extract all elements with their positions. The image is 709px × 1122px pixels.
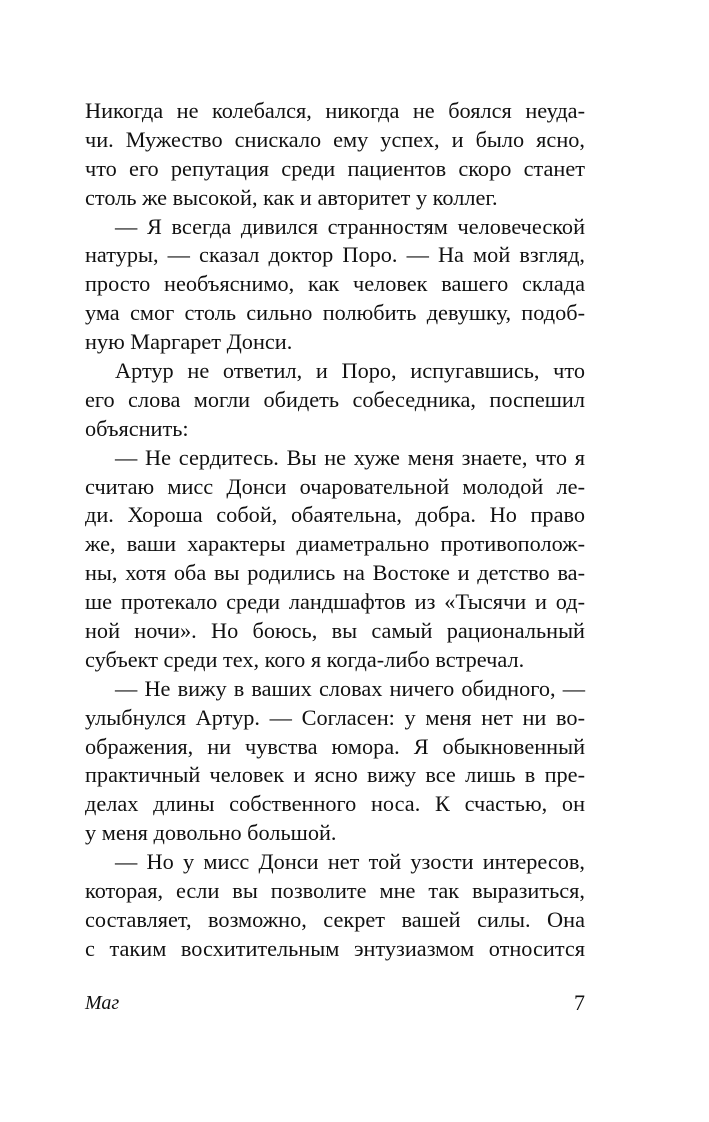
text-line: считаю мисс Донси очаровательной молодой ле- [85, 473, 585, 499]
page-number: 7 [574, 990, 585, 1015]
paragraph [85, 213, 585, 357]
text-line: ше протекало среди ландшафтов из «Тысячи и од- [85, 589, 585, 615]
text-line: у меня довольно большой. [85, 820, 337, 846]
text-line: Артур не ответил, и Поро, испугавшись, что [115, 358, 585, 384]
text-line: ны, хотя оба вы родились на Востоке и детство ва- [85, 560, 585, 586]
text-line: же, ваши характеры диаметрально противополож- [85, 531, 585, 557]
paragraph [85, 848, 585, 964]
text-line: просто необъяснимо, как человек вашего склада [85, 271, 585, 297]
text-line: практичный человек и ясно вижу все лишь в пре- [85, 762, 585, 788]
text-line: составляет, возможно, секрет вашей силы. Она [85, 906, 585, 932]
paragraph [85, 97, 585, 213]
text-line: субъект среди тех, кого я когда-либо встречал. [85, 646, 525, 672]
running-footer-title: Маг [85, 992, 120, 1014]
text-line: с таким восхитительным энтузиазмом относится [85, 935, 585, 961]
body-text [85, 97, 585, 964]
paragraph [85, 675, 585, 848]
text-line: натуры, — сказал доктор Поро. — На мой взгляд, [85, 242, 585, 268]
text-line: — Я всегда дивился странностям человеческой [115, 213, 585, 239]
text-line: ной ночи». Но боюсь, вы самый рациональный [85, 618, 585, 644]
text-line: чи. Мужество снискало ему успех, и было ясно, [85, 126, 585, 152]
text-line: ображения, ни чувства юмора. Я обыкновенный [85, 733, 585, 759]
paragraph [85, 357, 585, 444]
text-line: делах длины собственного носа. К счастью, он [85, 791, 585, 817]
text-line: его слова могли обидеть собеседника, поспешил [85, 386, 585, 412]
text-line: — Не вижу в ваших словах ничего обидного, — [115, 675, 585, 701]
text-line: ную Маргарет Донси. [85, 329, 293, 355]
text-line: столь же высокой, как и авторитет у коллег. [85, 184, 498, 210]
text-line: улыбнулся Артур. — Согласен: у меня нет ни во- [85, 704, 585, 730]
paragraph [85, 444, 585, 675]
text-line: ума смог столь сильно полюбить девушку, подоб- [85, 300, 585, 326]
text-line: что его репутация среди пациентов скоро станет [85, 155, 585, 181]
text-line: Никогда не колебался, никогда не боялся неуда- [85, 98, 585, 123]
text-line: — Но у мисс Донси нет той узости интересов, [115, 849, 585, 875]
text-line: объяснить: [85, 415, 189, 441]
text-line: — Не сердитесь. Вы не хуже меня знаете, что я [115, 444, 585, 470]
text-line: ди. Хороша собой, обаятельна, добра. Но право [85, 502, 585, 528]
text-line: которая, если вы позволите мне так выразиться, [85, 878, 585, 904]
